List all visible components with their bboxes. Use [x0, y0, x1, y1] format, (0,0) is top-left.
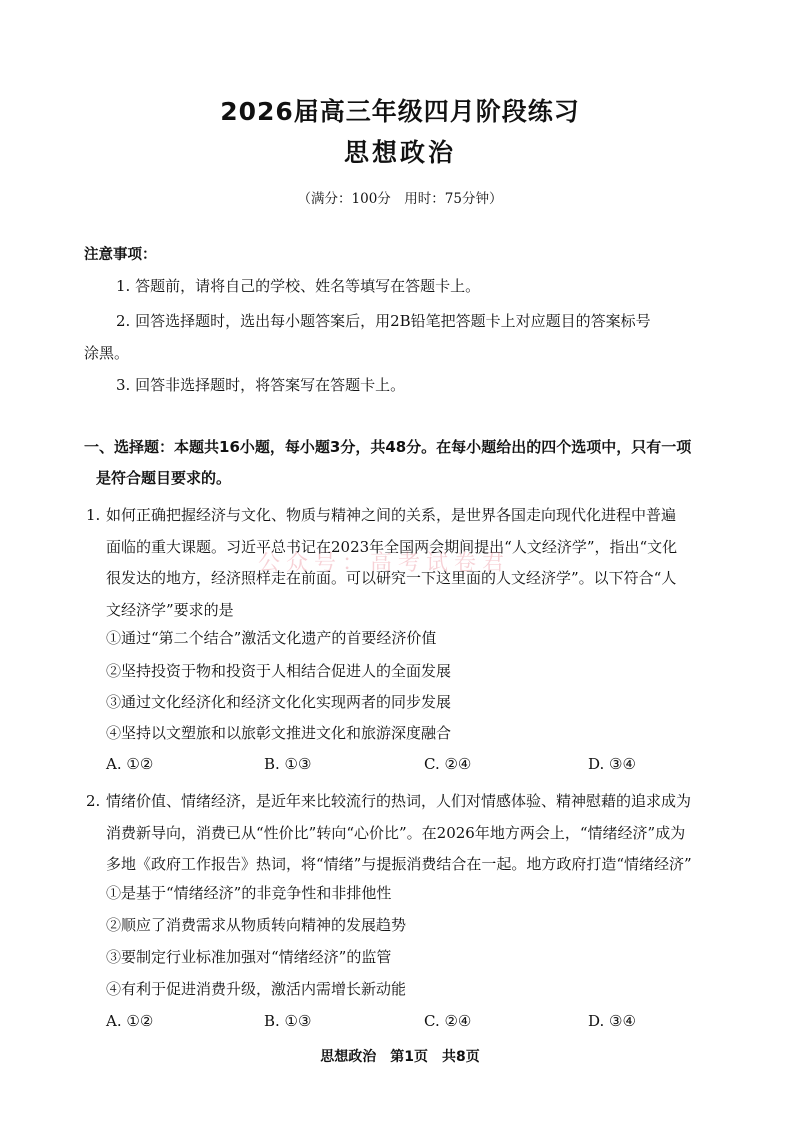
exam-title: 2026届高三年级四月阶段练习	[220, 97, 580, 126]
question-stem-line: 面临的重大课题。习近平总书记在2023年全国两会期间提出“人文经济学”，指出“文化	[106, 537, 678, 556]
question-number: 2.	[86, 792, 101, 810]
score-time-info: （满分：100分 用时：75分钟）	[297, 191, 503, 207]
watermark: 公众号：高考试卷君	[258, 551, 511, 576]
answer-choice-d: D. ③④	[588, 755, 636, 773]
notice-item: 2. 回答选择题时，选出每小题答案后，用2B铅笔把答题卡上对应题目的答案标号	[116, 312, 651, 330]
statement-option: ④坚持以文塑旅和以旅彰文推进文化和旅游深度融合	[106, 724, 452, 742]
notice-item: 1. 答题前，请将自己的学校、姓名等填写在答题卡上。	[116, 277, 481, 295]
statement-option: ②坚持投资于物和投资于人相结合促进人的全面发展	[106, 662, 452, 680]
notice-item: 3. 回答非选择题时，将答案写在答题卡上。	[116, 376, 406, 394]
answer-choice-c: C. ②④	[424, 1012, 472, 1030]
answer-choice-d: D. ③④	[588, 1012, 636, 1030]
question-stem-line: 情绪价值、情绪经济，是近年来比较流行的热词，人们对情感体验、精神慰藉的追求成为	[106, 792, 692, 810]
answer-choice-b: B. ①③	[264, 1012, 312, 1030]
question-stem-line: 消费新导向，消费已从“性价比”转向“心价比”。在2026年地方两会上，“情绪经济”成为	[106, 823, 686, 842]
statement-option: ③通过文化经济化和经济文化化实现两者的同步发展	[106, 693, 452, 711]
statement-option: ②顺应了消费需求从物质转向精神的发展趋势	[106, 916, 407, 934]
answer-choice-c: C. ②④	[424, 755, 472, 773]
statement-option: ①通过“第二个结合”激活文化遗产的首要经济价值	[106, 629, 437, 647]
answer-choice-a: A. ①②	[106, 755, 154, 773]
question-stem-line: 多地《政府工作报告》热词，将“情绪”与提振消费结合在一起。地方政府打造“情绪经济”	[106, 855, 692, 873]
section-heading-line: 一、选择题：本题共16小题，每小题3分，共48分。在每小题给出的四个选项中，只有一项	[84, 438, 692, 456]
statement-option: ①是基于“情绪经济”的非竞争性和非排他性	[106, 884, 392, 902]
notice-item-continued: 涂黑。	[84, 344, 130, 362]
question-stem-line: 文经济学”要求的是	[106, 600, 234, 619]
question-1	[86, 500, 726, 626]
section-heading	[84, 432, 724, 494]
question-number: 1.	[86, 506, 101, 524]
section-heading-line: 是符合题目要求的。	[96, 469, 232, 487]
subject-title: 思想政治	[343, 138, 456, 167]
statement-option: ③要制定行业标准加强对“情绪经济”的监管	[106, 948, 392, 966]
question-stem-line: 如何正确把握经济与文化、物质与精神之间的关系，是世界各国走向现代化进程中普遍	[106, 506, 677, 524]
question-2	[86, 786, 726, 881]
page-footer: 思想政治 第1页 共8页	[320, 1049, 480, 1065]
answer-choice-a: A. ①②	[106, 1012, 154, 1030]
question-stem-line: 很发达的地方，经济照样走在前面。可以研究一下这里面的人文经济学”。以下符合“人	[106, 569, 677, 587]
statement-option: ④有利于促进消费升级，激活内需增长新动能	[106, 980, 407, 998]
answer-choice-b: B. ①③	[264, 755, 312, 773]
notice-heading: 注意事项：	[84, 247, 157, 263]
